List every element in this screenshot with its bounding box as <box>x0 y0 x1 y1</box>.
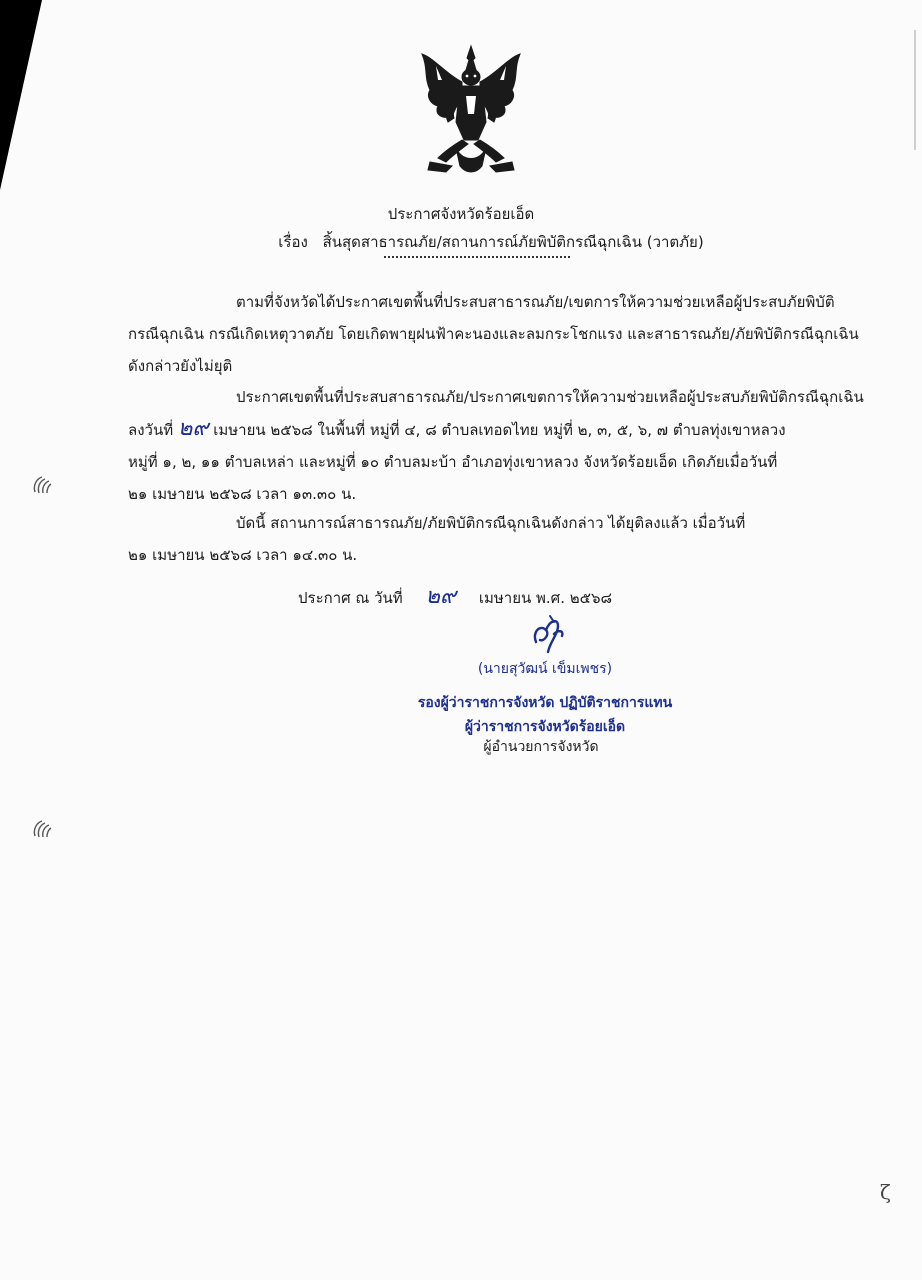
handwritten-day: ๒๙ <box>177 416 209 441</box>
signatory-position: ผู้อำนวยการจังหวัด <box>483 739 599 755</box>
garuda-emblem-icon <box>416 44 526 179</box>
date-suffix: เมษายน ๒๕๖๘ ในพื้นที่ หมู่ที่ ๔, ๘ ตำบลเทอดไทย หมู่ที่ ๒, ๓, ๕, ๖, ๗ ตำบลทุ่งเขาหลวง <box>213 421 786 439</box>
signature-scribble-icon <box>524 612 574 656</box>
paragraph-line: ดังกล่าวยังไม่ยุติ <box>128 357 233 375</box>
announce-suffix: เมษายน พ.ศ. ๒๕๖๘ <box>478 589 613 607</box>
corner-mark: ζ <box>880 1180 891 1204</box>
subject-text: สิ้นสุดสาธารณภัย/สถานการณ์ภัยพิบัติกรณีฉุกเฉิน (วาตภัย) <box>322 233 704 251</box>
paragraph-background <box>128 286 859 382</box>
signatory-name: (นายสุวัฒน์ เข็มเพชร) <box>477 661 613 677</box>
announce-prefix: ประกาศ ณ วันที่ <box>298 589 403 607</box>
announce-date <box>298 578 612 613</box>
signatory-position: ผู้ว่าราชการจังหวัดร้อยเอ็ด <box>464 719 626 735</box>
punch-hole-icon <box>30 818 54 840</box>
subject-label: เรื่อง <box>278 233 308 251</box>
punch-hole-icon <box>30 474 54 496</box>
paragraph-line: กรณีฉุกเฉิน กรณีเกิดเหตุวาตภัย โดยเกิดพายุฝนฟ้าคะนองและลมกระโชกแรง และสาธารณภัย/ภัยพิบัติกรณีฉุกเฉิน <box>128 325 859 343</box>
scan-shadow-corner <box>0 0 42 190</box>
paragraph-line: ประกาศเขตพื้นที่ประสบสาธารณภัย/ประกาศเขตการให้ความช่วยเหลือผู้ประสบภัยพิบัติกรณีฉุกเฉิน <box>236 388 864 406</box>
divider <box>384 256 570 258</box>
document-subject <box>30 230 922 254</box>
signatory-position: รองผู้ว่าราชการจังหวัด ปฏิบัติราชการแทน <box>417 695 673 711</box>
scan-edge-line <box>914 30 916 150</box>
paragraph-line: หมู่ที่ ๑, ๒, ๑๑ ตำบลเหล่า และหมู่ที่ ๑๐ ตำบลมะบ้า อำเภอทุ่งเขาหลวง จังหวัดร้อยเอ็ด เกิดภัยเมื่อวันที่ <box>128 453 778 471</box>
paragraph-line: ๒๑ เมษายน ๒๕๖๘ เวลา ๑๓.๓๐ น. <box>128 485 357 503</box>
paragraph-line: ๒๑ เมษายน ๒๕๖๘ เวลา ๑๔.๓๐ น. <box>128 546 358 564</box>
announce-handwritten-day: ๒๙ <box>425 584 457 609</box>
paragraph-line: บัดนี้ สถานการณ์สาธารณภัย/ภัยพิบัติกรณีฉุกเฉินดังกล่าว ได้ยุติลงแล้ว เมื่อวันที่ <box>236 514 746 532</box>
paragraph-line-date <box>128 413 842 446</box>
paragraph-announcement-area <box>128 381 864 510</box>
document-title: ประกาศจังหวัดร้อยเอ็ด <box>387 205 535 223</box>
paragraph-line: ตามที่จังหวัดได้ประกาศเขตพื้นที่ประสบสาธารณภัย/เขตการให้ความช่วยเหลือผู้ประสบภัยพิบัติ <box>236 293 835 311</box>
date-prefix: ลงวันที่ <box>128 421 174 439</box>
paragraph-ended <box>128 507 842 571</box>
